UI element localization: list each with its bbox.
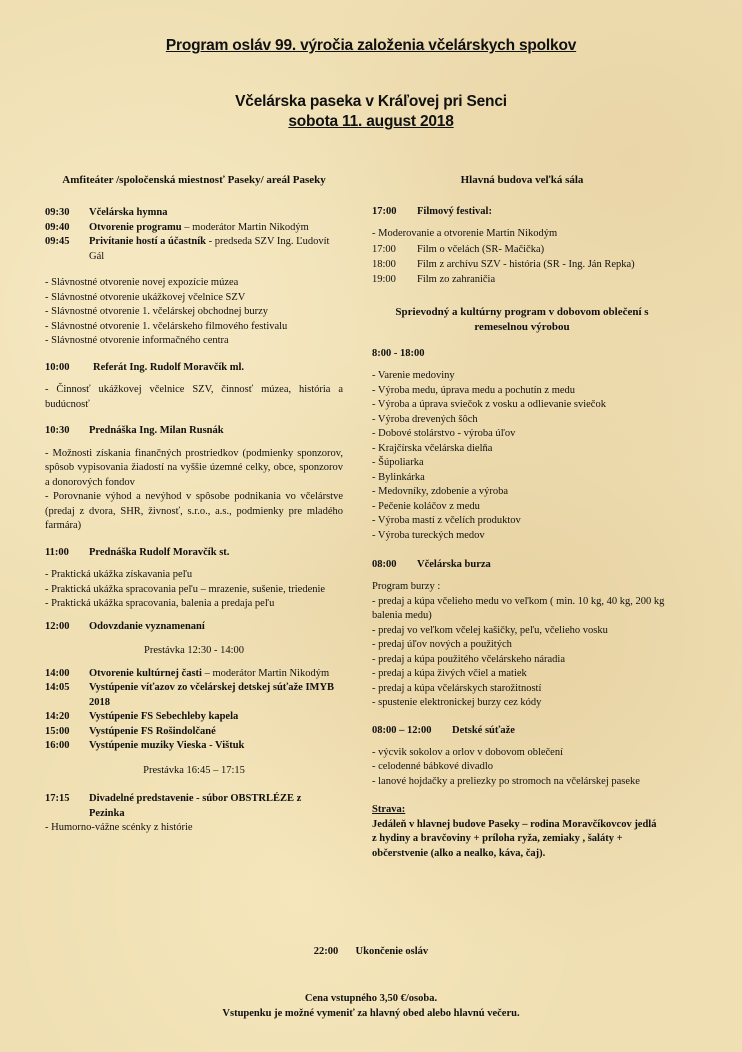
schedule-row — [45, 710, 343, 725]
s1000-desc: - Činnosť ukážkovej včelnice SZV, činnosť múzea, história a budúcnosť — [45, 384, 343, 410]
event-title: Otvorenie kultúrnej časti — [89, 667, 202, 679]
break-1: Prestávka 12:30 - 14:00 — [143, 645, 245, 656]
s1030-list — [45, 447, 343, 534]
left-column — [45, 173, 343, 836]
time: 09:40 — [45, 221, 70, 233]
list-item: - Možnosti získania finančných prostriedkov (podmienky sponzorov, spôsob vypisovania žiadostí na vyššie územné celky, obce, sponzorov a donorových fondov — [45, 447, 343, 488]
time: 14:05 — [45, 682, 70, 693]
event-title: Privítanie hostí a účastník — [89, 236, 206, 247]
event-title: Prednáška Ing. Milan Rusnák — [89, 425, 224, 436]
time: 09:30 — [45, 207, 70, 218]
right-heading: Hlavná budova veľká sála — [460, 174, 584, 186]
list-item: - predaj a kúpa použitého včelárskeho náradia — [372, 653, 565, 665]
film-festival — [372, 204, 672, 219]
list-item: - Výroba drevených šôch — [372, 413, 478, 425]
list-item: - Výroba a úprava sviečok z vosku a odlievanie sviečok — [372, 399, 606, 410]
list-item: - predaj vo veľkom včelej kašičky, peľu, včelieho vosku — [372, 624, 608, 636]
film-title: Film z archívu SZV - história (SR - Ing. Ján Repka) — [417, 258, 635, 270]
list-item: - Medovníky, zdobenie a výroba — [372, 486, 509, 497]
time: 09:45 — [45, 236, 70, 247]
list-item: - predaj a kúpa živých včiel a matiek — [372, 668, 527, 679]
time: 08:00 – 12:00 — [372, 724, 432, 736]
opening-schedule — [45, 206, 343, 264]
list-item: - Bylinkárka — [372, 471, 425, 483]
list-item: - Slávnostné otvorenie 1. včelárskeho filmového festivalu — [45, 320, 288, 332]
schedule-row — [45, 739, 343, 754]
event — [89, 667, 343, 682]
break-2: Prestávka 16:45 – 17:15 — [143, 764, 245, 776]
film-title: Film zo zahraničia — [417, 273, 496, 285]
time: 08:00 — [372, 559, 397, 570]
event — [89, 710, 343, 725]
schedule-row — [45, 235, 343, 264]
list-item: - Šúpoliarka — [372, 457, 424, 468]
event-detail: - predseda SZV Ing. Ľudovít Gál — [89, 236, 330, 262]
list-item: - Pečenie koláčov z medu — [372, 500, 480, 512]
event — [89, 725, 343, 740]
time: 16:00 — [45, 740, 70, 751]
film-row — [372, 272, 672, 287]
time: 19:00 — [372, 273, 396, 285]
s1715-desc: - Humorno-vážne scénky z histórie — [45, 822, 193, 833]
cultural-schedule — [45, 667, 343, 754]
food-label: Strava: — [372, 804, 406, 815]
right-column — [372, 173, 672, 861]
kids-contests — [372, 723, 672, 738]
list-item: - Slávnostné otvorenie novej expozície múzea — [45, 277, 239, 288]
event-title: Filmový festival: — [417, 206, 492, 217]
s1100-list — [45, 568, 343, 612]
schedule-1000 — [45, 361, 343, 376]
list-item: - Výroba tureckých medov — [372, 529, 485, 541]
time: 14:20 — [45, 711, 70, 722]
list-item: - Praktická ukážka spracovania peľu – mrazenie, sušenie, triedenie — [45, 583, 326, 595]
schedule-row — [45, 221, 343, 236]
schedule-row — [45, 667, 343, 682]
openings-list — [45, 276, 343, 349]
event-title: Vystúpenie FS Sebechleby kapela — [89, 711, 239, 722]
time: 10:30 — [45, 425, 70, 436]
time: 18:00 — [372, 258, 396, 270]
event — [89, 739, 343, 754]
accompanying-heading: Sprievodný a kultúrny program v dobovom oblečení s remeselnou výrobou — [395, 305, 649, 333]
time: 11:00 — [45, 546, 69, 558]
time: 17:00 — [372, 206, 397, 217]
event — [89, 235, 343, 264]
event-date: sobota 11. august 2018 — [288, 113, 454, 130]
food-text: Jedáleň v hlavnej budove Paseky – rodina Moravčíkovcov jedlá z hydiny a bravčoviny + príloha ryža, zemiaky , šaláty + občerstvenie (alko a nealko, káva, čaj). — [372, 818, 657, 859]
list-item: - Dobové stolárstvo - výroba úľov — [372, 428, 516, 439]
list-item: - Slávnostné otvorenie ukážkovej včelnice SZV — [45, 291, 246, 303]
schedule-1200 — [45, 620, 343, 635]
film-row — [372, 257, 672, 272]
schedule-1100 — [45, 546, 343, 561]
list-item: - Praktická ukážka spracovania, balenia a predaja peľu — [45, 598, 275, 609]
event-title: Vystúpenie muziky Vieska - Vištuk — [89, 740, 245, 751]
ticket-price: Cena vstupného 3,50 €/osoba. — [304, 993, 438, 1004]
schedule-row — [45, 206, 343, 221]
list-item: - lanové hojdačky a preliezky po stromoch na včelárskej paseke — [372, 775, 640, 787]
list-item: - spustenie elektronickej burzy cez kódy — [372, 697, 542, 708]
time: 15:00 — [45, 725, 70, 737]
market-intro: Program burzy : — [372, 581, 441, 592]
event-title: Vystúpenie víťazov zo včelárskej detskej súťaže IMYB 2018 — [89, 682, 335, 708]
time: 14:00 — [45, 667, 70, 679]
bee-market — [372, 557, 672, 572]
list-item: - Krajčírska včelárska dielňa — [372, 442, 493, 454]
event-detail: – moderátor Martin Nikodým — [201, 667, 330, 679]
list-item: - predaj úľov nových a použitých — [372, 639, 512, 650]
time: 10:00 — [45, 361, 70, 373]
list-item: - Slávnostné otvorenie informačného centra — [45, 335, 229, 346]
event — [89, 681, 343, 710]
schedule-1715 — [45, 792, 343, 821]
event-title: Vystúpenie FS Rošindolčané — [89, 725, 216, 737]
ticket-note: Vstupenku je možné vymeniť za hlavný obed alebo hlavnú večeru. — [222, 1008, 520, 1019]
event-title: Referát Ing. Rudolf Moravčík ml. — [93, 361, 245, 373]
schedule-1030 — [45, 424, 343, 439]
time: 17:00 — [372, 243, 396, 255]
event-title: Otvorenie programu — [89, 221, 182, 233]
left-heading: Amfiteáter /spoločenská miestnosť Paseky/ areál Paseky — [62, 174, 326, 186]
event-detail: – moderátor Martin Nikodým — [181, 221, 309, 233]
film-moderator: - Moderovanie a otvorenie Martin Nikodým — [372, 228, 558, 239]
end-of-celebration — [0, 946, 742, 957]
craft-time: 8:00 - 18:00 — [372, 347, 425, 359]
list-item: - predaj a kúpa včelieho medu vo veľkom ( min. 10 kg, 40 kg, 200 kg balenia medu) — [372, 595, 665, 621]
list-item: - celodenné bábkové divadlo — [372, 761, 493, 772]
end-text: Ukončenie osláv — [355, 946, 429, 957]
film-row — [372, 242, 672, 257]
event-title: Včelárska burza — [417, 559, 491, 570]
time: 12:00 — [45, 620, 70, 632]
list-item: - Slávnostné otvorenie 1. včelárskej obchodnej burzy — [45, 306, 269, 317]
film-title: Film o včelách (SR- Mačička) — [417, 243, 545, 255]
schedule-row — [45, 725, 343, 740]
event-title: Včelárska hymna — [89, 207, 168, 218]
film-list — [372, 242, 672, 287]
time: 17:15 — [45, 793, 70, 804]
program-title: Program osláv 99. výročia založenia včelárskych spolkov — [165, 37, 577, 54]
list-item: - Výroba medu, úprava medu a pochutín z medu — [372, 384, 576, 396]
list-item: - Praktická ukážka získavania peľu — [45, 569, 193, 580]
event-title: Odovzdanie vyznamenaní — [89, 620, 205, 632]
event — [89, 206, 343, 221]
event-title: Divadelné predstavenie - súbor OBSTRLÉZE z Pezinka — [89, 793, 302, 819]
kids-list — [372, 746, 672, 790]
schedule-row — [45, 681, 343, 710]
list-item: - Výroba mastí z včelích produktov — [372, 515, 521, 526]
event-title: Prednáška Rudolf Moravčík st. — [89, 546, 230, 558]
craft-list — [372, 369, 672, 543]
list-item: - výcvik sokolov a orlov v dobovom oblečení — [372, 746, 564, 758]
event — [89, 221, 343, 236]
list-item: - predaj a kúpa včelárskych starožitností — [372, 682, 542, 694]
venue-title: Včelárska paseka v Kráľovej pri Senci — [235, 93, 507, 110]
list-item: - Porovnanie výhod a nevýhod v spôsobe podnikania vo včelárstve (predaj z dvora, SHR, živnosť, s.r.o., a.s., podmienky pre mladého farmára) — [45, 491, 343, 531]
event-title: Detské súťaže — [452, 724, 515, 736]
list-item: - Varenie medoviny — [372, 370, 455, 381]
market-list — [372, 595, 672, 711]
end-time: 22:00 — [313, 946, 339, 957]
